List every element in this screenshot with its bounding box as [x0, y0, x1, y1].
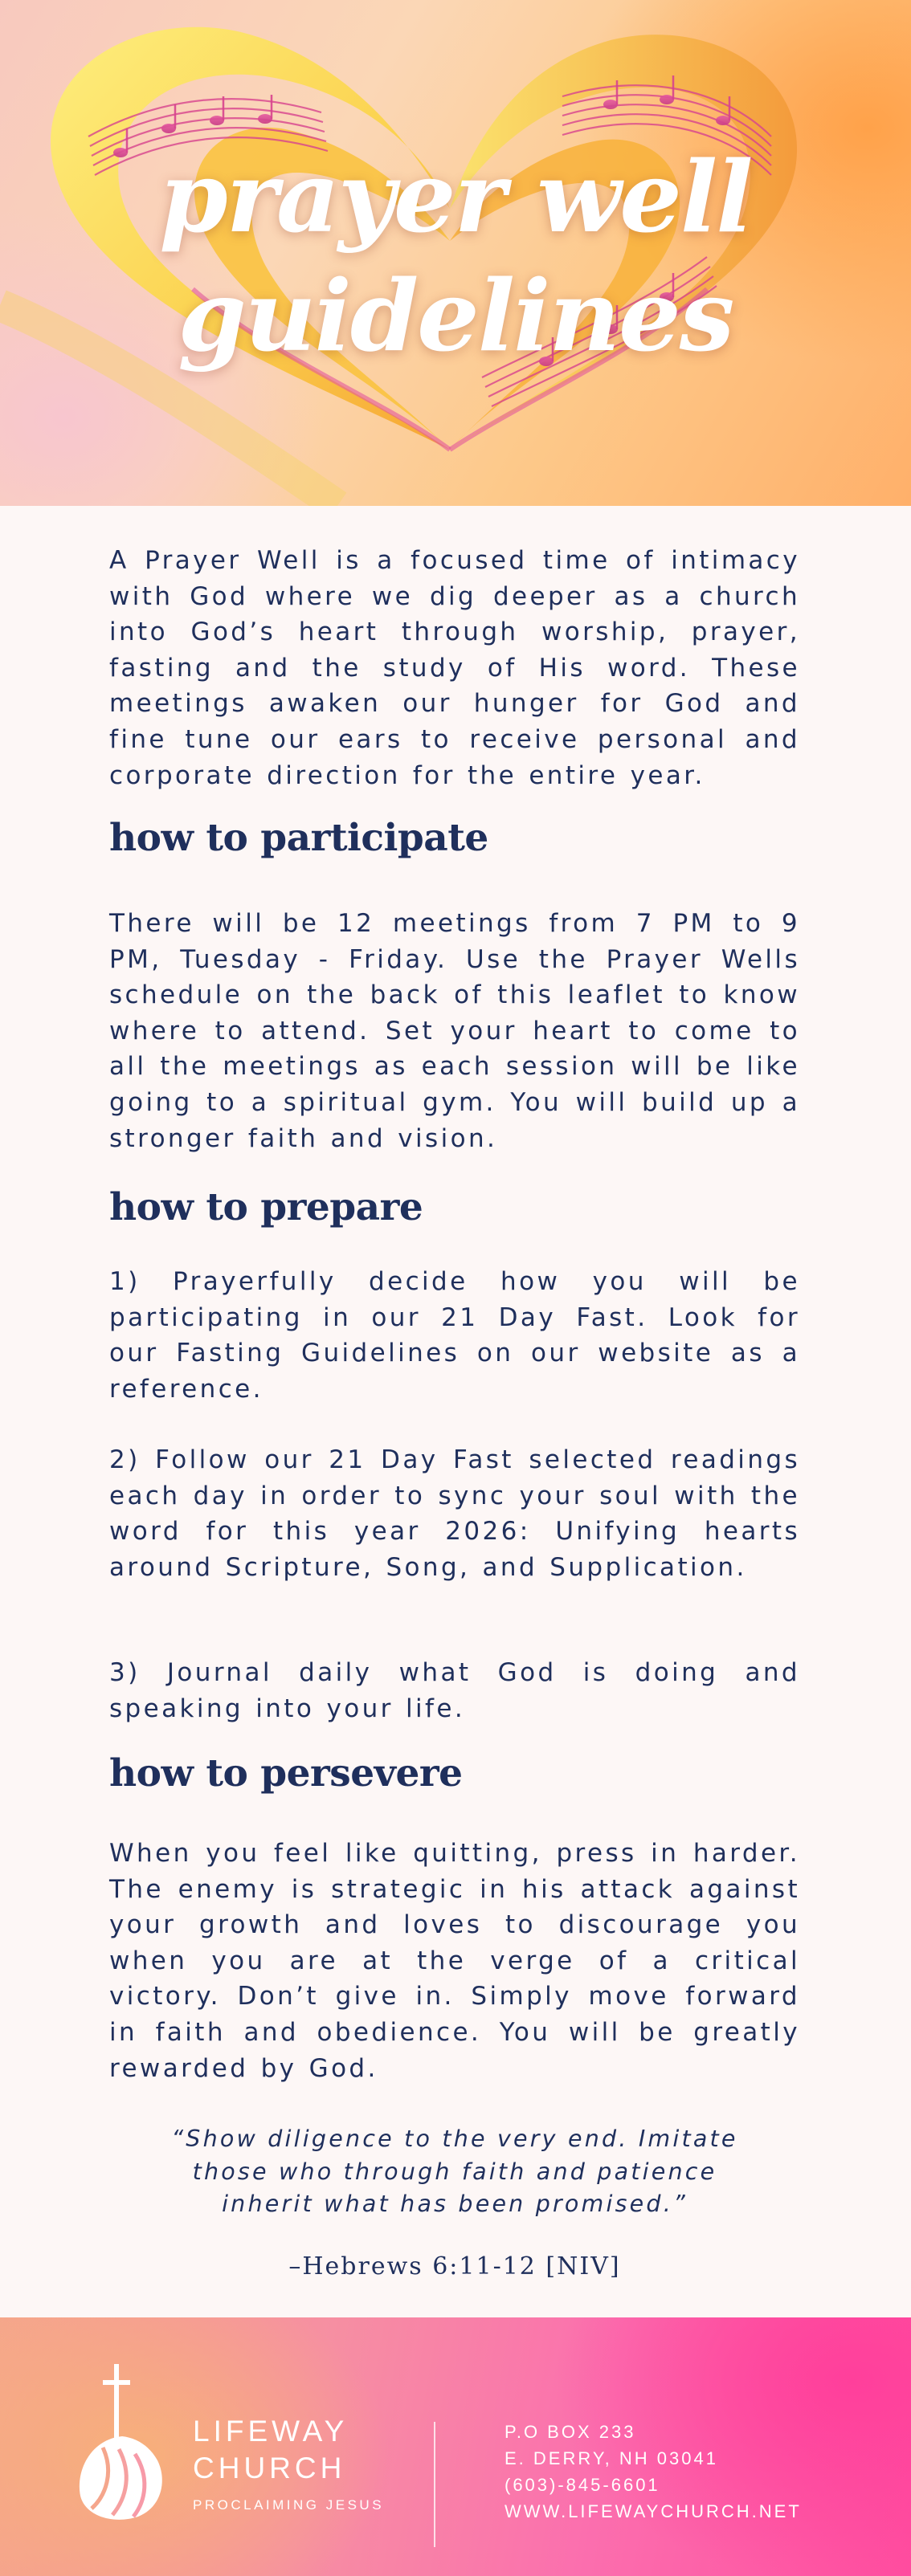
prepare-heading: how to prepare	[109, 1185, 423, 1229]
hero-banner	[0, 0, 911, 506]
page-title-line1: prayer well	[159, 139, 752, 255]
quote-line-1: “Show diligence to the very end. Imitate	[171, 2126, 738, 2152]
page-title-line2: guidelines	[178, 258, 733, 373]
prepare-item-3: 3) Journal daily what God is doing and speaking into your life.	[109, 1658, 800, 1723]
quote-line-3: inherit what has been promised.”	[222, 2191, 688, 2217]
address-line-2: E. DERRY, NH 03041	[505, 2448, 718, 2468]
scripture-quote	[109, 2123, 800, 2221]
participate-paragraph: There will be 12 meetings from 7 PM to 9 PM, Tuesday - Friday. Use the Prayer Wells schedule on the back of this leaflet to know where to attend. Set your heart to come to all the meetings as each session will be like going to a spiritual gym. You will build up a stronger faith and vision.	[109, 909, 800, 1153]
quote-line-2: those who through faith and patience	[192, 2158, 717, 2185]
prepare-item-2: 2) Follow our 21 Day Fast selected readings each day in order to sync your soul with the word for this year 2026: Unifying hearts around Scripture, Song, and Supplication.	[109, 1445, 800, 1582]
brand-name-line2: CHURCH	[193, 2452, 346, 2484]
footer-divider	[434, 2422, 435, 2547]
cross-logo-icon	[74, 2359, 170, 2520]
persevere-heading: how to persevere	[109, 1751, 463, 1795]
scripture-reference: –Hebrews 6:11-12 [NIV]	[288, 2252, 621, 2280]
website-link[interactable]: WWW.LIFEWAYCHURCH.NET	[505, 2501, 802, 2521]
address-line-1: P.O BOX 233	[505, 2422, 636, 2442]
phone-number: (603)-845-6601	[505, 2475, 660, 2495]
footer	[0, 2317, 911, 2576]
prepare-item-1: 1) Prayerfully decide how you will be participating in our 21 Day Fast. Look for our Fasting Guidelines on our website as a reference.	[109, 1267, 800, 1404]
brand-tagline: PROCLAIMING JESUS	[193, 2497, 385, 2513]
persevere-paragraph: When you feel like quitting, press in harder. The enemy is strategic in his attack against your growth and loves to discourage you when you are at the verge of a critical victory. Don’t give in. Simply move forward in faith and obedience. You will be greatly rewarded by God.	[109, 1839, 800, 2083]
brand-name-line1: LIFEWAY	[193, 2415, 349, 2448]
intro-paragraph: A Prayer Well is a focused time of intimacy with God where we dig deeper as a church into God’s heart through worship, prayer, fasting and the study of His word. These meetings awaken our hunger for God and fine tune our ears to receive personal and corporate direction for the entire year.	[109, 546, 800, 790]
participate-heading: how to participate	[109, 816, 488, 860]
